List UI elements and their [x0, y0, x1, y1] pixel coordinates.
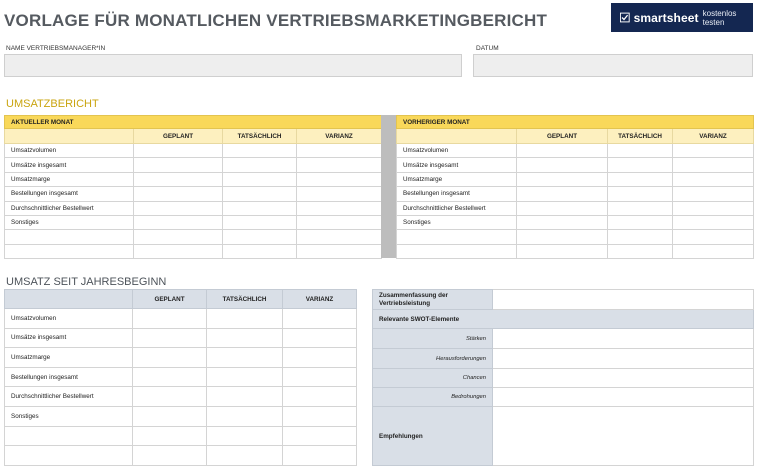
date-input[interactable] [473, 54, 753, 77]
cell-planned[interactable] [517, 172, 608, 186]
row-label: Sonstiges [397, 215, 517, 229]
row-label[interactable] [5, 426, 133, 446]
table-row [5, 328, 357, 348]
row-label[interactable] [5, 244, 134, 258]
table-row [5, 244, 382, 258]
swot-strengths-input[interactable] [493, 329, 754, 349]
row-label[interactable] [397, 244, 517, 258]
manager-label: NAME VERTRIEBSMANAGER*IN [6, 45, 106, 52]
table-row [5, 187, 382, 201]
ytd-heading: UMSATZ SEIT JAHRESBEGINN [6, 276, 167, 288]
column-header-blank [5, 129, 134, 144]
cell-planned[interactable] [133, 328, 207, 348]
cell-planned[interactable] [133, 348, 207, 368]
cell-actual[interactable] [608, 187, 673, 201]
row-label: Durchschnittlicher Bestellwert [5, 201, 134, 215]
cell-variance[interactable] [297, 158, 382, 172]
ytd-table [4, 289, 357, 466]
recommendations-label: Empfehlungen [373, 407, 493, 466]
swot-opportunities-label: Chancen [373, 369, 493, 388]
row-label: Durchschnittlicher Bestellwert [397, 201, 517, 215]
table-row [5, 367, 357, 387]
row-label: Umsätze insgesamt [397, 158, 517, 172]
swot-challenges-input[interactable] [493, 349, 754, 369]
cell-actual[interactable] [223, 230, 297, 244]
current-month-table [4, 115, 382, 259]
cell-actual[interactable] [207, 309, 283, 329]
manager-input[interactable] [4, 54, 462, 77]
column-header-planned: GEPLANT [517, 129, 608, 144]
cell-actual[interactable] [223, 244, 297, 258]
cell-variance[interactable] [673, 172, 754, 186]
table-row [5, 201, 382, 215]
row-label: Umsätze insgesamt [5, 158, 134, 172]
page-title: VORLAGE FÜR MONATLICHEN VERTRIEBSMARKETINGBERICHT [4, 11, 548, 30]
column-header-planned: GEPLANT [133, 290, 207, 309]
cell-planned[interactable] [517, 244, 608, 258]
cell-variance[interactable] [673, 158, 754, 172]
table-row [5, 406, 357, 426]
column-header-actual: TATSÄCHLICH [207, 290, 283, 309]
cell-planned[interactable] [517, 144, 608, 158]
cell-planned[interactable] [133, 387, 207, 407]
row-label: Umsatzmarge [5, 348, 133, 368]
cell-variance[interactable] [297, 215, 382, 229]
cell-planned[interactable] [517, 201, 608, 215]
cell-planned[interactable] [133, 367, 207, 387]
row-label: Umsatzvolumen [5, 309, 133, 329]
row-label: Umsatzvolumen [5, 144, 134, 158]
cell-variance[interactable] [673, 187, 754, 201]
cell-variance[interactable] [673, 244, 754, 258]
row-label: Durchschnittlicher Bestellwert [5, 387, 133, 407]
cell-variance[interactable] [283, 367, 357, 387]
cell-variance[interactable] [673, 215, 754, 229]
cell-actual[interactable] [223, 144, 297, 158]
table-row [397, 187, 754, 201]
brand-cta: kostenlos testen [702, 8, 737, 27]
swot-threats-label: Bedrohungen [373, 388, 493, 407]
cell-actual[interactable] [207, 446, 283, 466]
column-header-actual: TATSÄCHLICH [608, 129, 673, 144]
cell-actual[interactable] [207, 367, 283, 387]
table-row [5, 348, 357, 368]
cell-variance[interactable] [297, 172, 382, 186]
cell-planned[interactable] [133, 406, 207, 426]
previous-month-title: VORHERIGER MONAT [397, 116, 754, 129]
cell-variance[interactable] [283, 348, 357, 368]
row-label[interactable] [397, 230, 517, 244]
cell-variance[interactable] [297, 187, 382, 201]
date-label: DATUM [476, 45, 499, 52]
cell-variance[interactable] [283, 387, 357, 407]
row-label: Sonstiges [5, 406, 133, 426]
swot-threats-input[interactable] [493, 388, 754, 407]
performance-summary-label: Zusammenfassung der Vertriebsleistung [373, 290, 493, 310]
table-row [5, 387, 357, 407]
cell-variance[interactable] [283, 328, 357, 348]
recommendations-input[interactable] [493, 407, 754, 466]
cell-planned[interactable] [134, 230, 223, 244]
table-row [397, 144, 754, 158]
cell-planned[interactable] [134, 187, 223, 201]
cell-variance[interactable] [283, 426, 357, 446]
cell-planned[interactable] [134, 144, 223, 158]
cell-planned[interactable] [134, 244, 223, 258]
cell-actual[interactable] [608, 230, 673, 244]
table-row [5, 144, 382, 158]
cell-actual[interactable] [608, 244, 673, 258]
table-row [5, 215, 382, 229]
cell-variance[interactable] [283, 446, 357, 466]
cell-variance[interactable] [673, 144, 754, 158]
row-label: Sonstiges [5, 215, 134, 229]
cell-variance[interactable] [297, 201, 382, 215]
cell-actual[interactable] [223, 172, 297, 186]
smartsheet-logo-icon [620, 12, 630, 23]
cell-actual[interactable] [608, 144, 673, 158]
column-header-variance: VARIANZ [297, 129, 382, 144]
column-header-actual: TATSÄCHLICH [223, 129, 297, 144]
cell-planned[interactable] [517, 187, 608, 201]
cell-planned[interactable] [133, 426, 207, 446]
cell-variance[interactable] [297, 230, 382, 244]
smartsheet-trial-button[interactable] [611, 3, 753, 32]
table-row [397, 230, 754, 244]
row-label: Bestellungen insgesamt [5, 187, 134, 201]
table-row [397, 172, 754, 186]
summary-table [372, 289, 754, 466]
table-row [397, 215, 754, 229]
cell-variance[interactable] [283, 309, 357, 329]
cell-planned[interactable] [133, 446, 207, 466]
cell-variance[interactable] [283, 406, 357, 426]
brand-name: smartsheet [633, 10, 699, 25]
cell-actual[interactable] [608, 201, 673, 215]
table-row [5, 172, 382, 186]
cell-variance[interactable] [673, 201, 754, 215]
cell-actual[interactable] [207, 406, 283, 426]
cell-planned[interactable] [134, 215, 223, 229]
current-month-title: AKTUELLER MONAT [5, 116, 382, 129]
cell-planned[interactable] [517, 215, 608, 229]
cell-actual[interactable] [223, 158, 297, 172]
swot-challenges-label: Herausforderungen [373, 349, 493, 369]
cell-variance[interactable] [673, 230, 754, 244]
row-label: Umsatzmarge [5, 172, 134, 186]
table-row [5, 446, 357, 466]
cell-planned[interactable] [133, 309, 207, 329]
row-label[interactable] [5, 446, 133, 466]
cell-variance[interactable] [297, 244, 382, 258]
row-label: Umsatzvolumen [397, 144, 517, 158]
cell-actual[interactable] [207, 426, 283, 446]
row-label: Bestellungen insgesamt [397, 187, 517, 201]
table-row [5, 426, 357, 446]
cell-planned[interactable] [517, 230, 608, 244]
cell-actual[interactable] [207, 387, 283, 407]
swot-strengths-label: Stärken [373, 329, 493, 349]
cell-planned[interactable] [134, 158, 223, 172]
previous-month-table [396, 115, 754, 259]
row-label[interactable] [5, 230, 134, 244]
cell-actual[interactable] [223, 215, 297, 229]
row-label: Umsätze insgesamt [5, 328, 133, 348]
row-label: Bestellungen insgesamt [5, 367, 133, 387]
table-row [397, 244, 754, 258]
table-row [5, 230, 382, 244]
column-header-planned: GEPLANT [134, 129, 223, 144]
cell-actual[interactable] [608, 172, 673, 186]
table-row [5, 309, 357, 329]
column-header-blank [397, 129, 517, 144]
cell-variance[interactable] [297, 144, 382, 158]
column-header-variance: VARIANZ [283, 290, 357, 309]
cell-planned[interactable] [134, 201, 223, 215]
cell-planned[interactable] [517, 158, 608, 172]
swot-opportunities-input[interactable] [493, 369, 754, 388]
swot-label: Relevante SWOT-Elemente [373, 310, 754, 329]
cell-actual[interactable] [207, 328, 283, 348]
row-label: Umsatzmarge [397, 172, 517, 186]
umsatzbericht-heading: UMSATZBERICHT [6, 98, 99, 110]
cell-actual[interactable] [207, 348, 283, 368]
cell-actual[interactable] [223, 201, 297, 215]
performance-summary-input[interactable] [493, 290, 754, 310]
table-divider [381, 115, 396, 258]
table-row [397, 158, 754, 172]
cell-actual[interactable] [223, 187, 297, 201]
column-header-variance: VARIANZ [673, 129, 754, 144]
cell-actual[interactable] [608, 215, 673, 229]
column-header-blank [5, 290, 133, 309]
table-row [5, 158, 382, 172]
cell-planned[interactable] [134, 172, 223, 186]
table-row [397, 201, 754, 215]
cell-actual[interactable] [608, 158, 673, 172]
